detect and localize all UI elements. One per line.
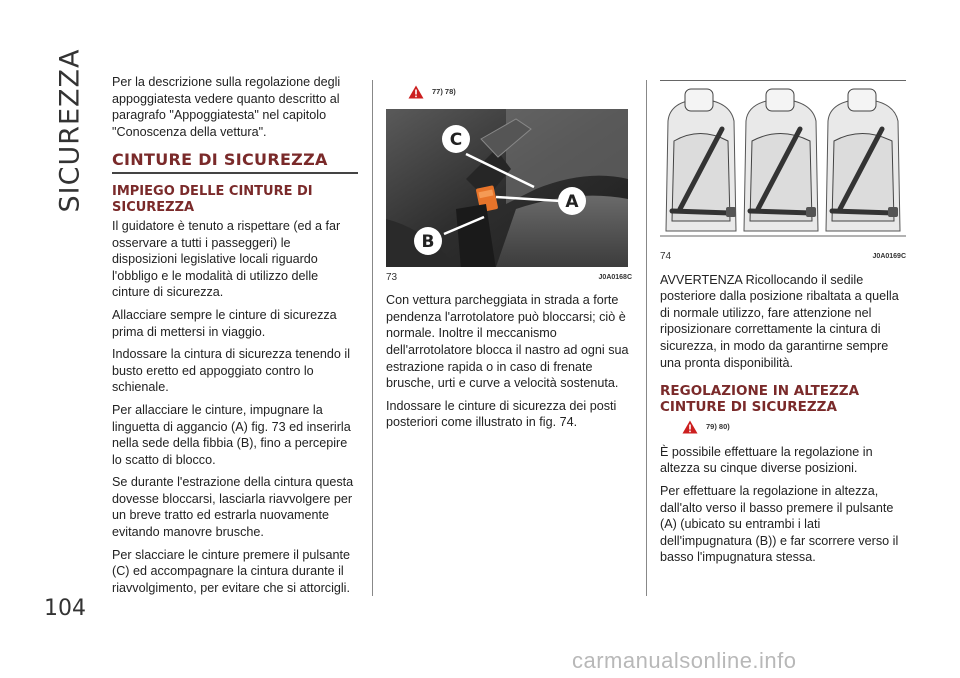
figure-number: 73 [386,271,398,283]
warning-row [408,84,632,101]
callout-label: A [565,191,579,212]
warning-triangle-icon [408,85,424,99]
watermark: carmanualsonline.info [572,648,797,673]
subsection-heading: IMPIEGO DELLE CINTURE DI SICUREZZA [112,183,313,215]
warning-references: 77) 78) [432,87,456,96]
figure-code: J0A0168C [598,273,632,281]
callout-label: C [449,129,463,150]
figure-caption [660,249,906,266]
body-paragraph: Se durante l'estrazione della cintura questa dovesse bloccarsi, lasciarla riavvolgere per un breve tratto ed estrarla nuovamente evitando manovre brusche. [112,475,354,540]
section-heading: CINTURE DI SICUREZZA [112,150,328,170]
figure-73 [386,109,632,287]
warning-references: 79) 80) [706,422,730,432]
subsection-heading: REGOLAZIONE IN ALTEZZA CINTURE DI SICUREZZA [660,383,860,416]
rear-seatbelts-illustration [660,80,906,246]
warning-triangle-icon [682,420,698,434]
seatbelt-buckle-photo [386,109,628,267]
figure-number: 74 [660,251,672,262]
intro-paragraph: Per la descrizione sulla regolazione degli appoggiatesta vedere quanto descritto al paragrafo "Appoggiatesta" nel capitolo "Conoscenza della vettura". [112,75,341,139]
figure-caption [386,270,632,287]
heading-rule [112,172,358,174]
figure-code: J0A0169C [872,253,906,260]
warning-paragraph: AVVERTENZA Ricollocando il sedile posteriore dalla posizione ribaltata a quella di normale utilizzo, fare attenzione nel riposizionare correttamente la cintura di sicurezza, in modo da garantirne sempre una pronta disponibilità. [660,272,899,370]
figure-74 [660,80,906,266]
page-number: 104 [44,596,86,621]
column-3 [660,80,906,572]
callout-label: B [421,231,435,252]
column-divider-2 [646,80,647,596]
body-paragraph: Con vettura parcheggiata in strada a forte pendenza l'arrotolatore può bloccarsi; ciò è normale. Inoltre il meccanismo dell'arrotolatore blocca il nastro ad ogni sua estrazione rapida o in caso di frenate brusche, urti e curve a velocità sostenuta. [386,293,629,391]
body-paragraph: Il guidatore è tenuto a rispettare (ed a far osservare a tutti i passeggeri) le disposizioni legislative locali riguardo l'obbligo e le modalità di utilizzo delle cinture di sicurezza. [112,218,341,300]
body-paragraph: Per effettuare la regolazione in altezza, dall'alto verso il basso premere il pulsante (A) (ubicato su entrambi i lati dell'impugnatura (B)) e far scorrere verso il basso l'impugnatura stessa. [660,483,899,565]
body-paragraph: Per allacciare le cinture, impugnare la linguetta di aggancio (A) fig. 73 ed inserirla nella sede della fibbia (B), fino a percepire lo scatto di blocco. [112,402,351,467]
body-paragraph: Allacciare sempre le cinture di sicurezza prima di mettersi in viaggio. [112,307,337,339]
body-paragraph: Indossare le cinture di sicurezza dei posti posteriori come illustrato in fig. 74. [386,398,617,430]
column-1 [112,74,358,602]
section-title: SICUREZZA [54,48,86,212]
body-paragraph: È possibile effettuare la regolazione in altezza su cinque diverse posizioni. [660,444,873,476]
warning-row [682,419,906,436]
body-paragraph: Per slacciare le cinture premere il pulsante (C) ed accompagnare la cintura durante il riavvolgimento, per evitare che si attorcigli. [112,547,350,595]
section-side-tab [50,48,90,212]
column-2 [386,80,632,437]
body-paragraph: Indossare la cintura di sicurezza tenendo il busto eretto ed appoggiato contro lo schienale. [112,347,351,395]
column-divider-1 [372,80,373,596]
